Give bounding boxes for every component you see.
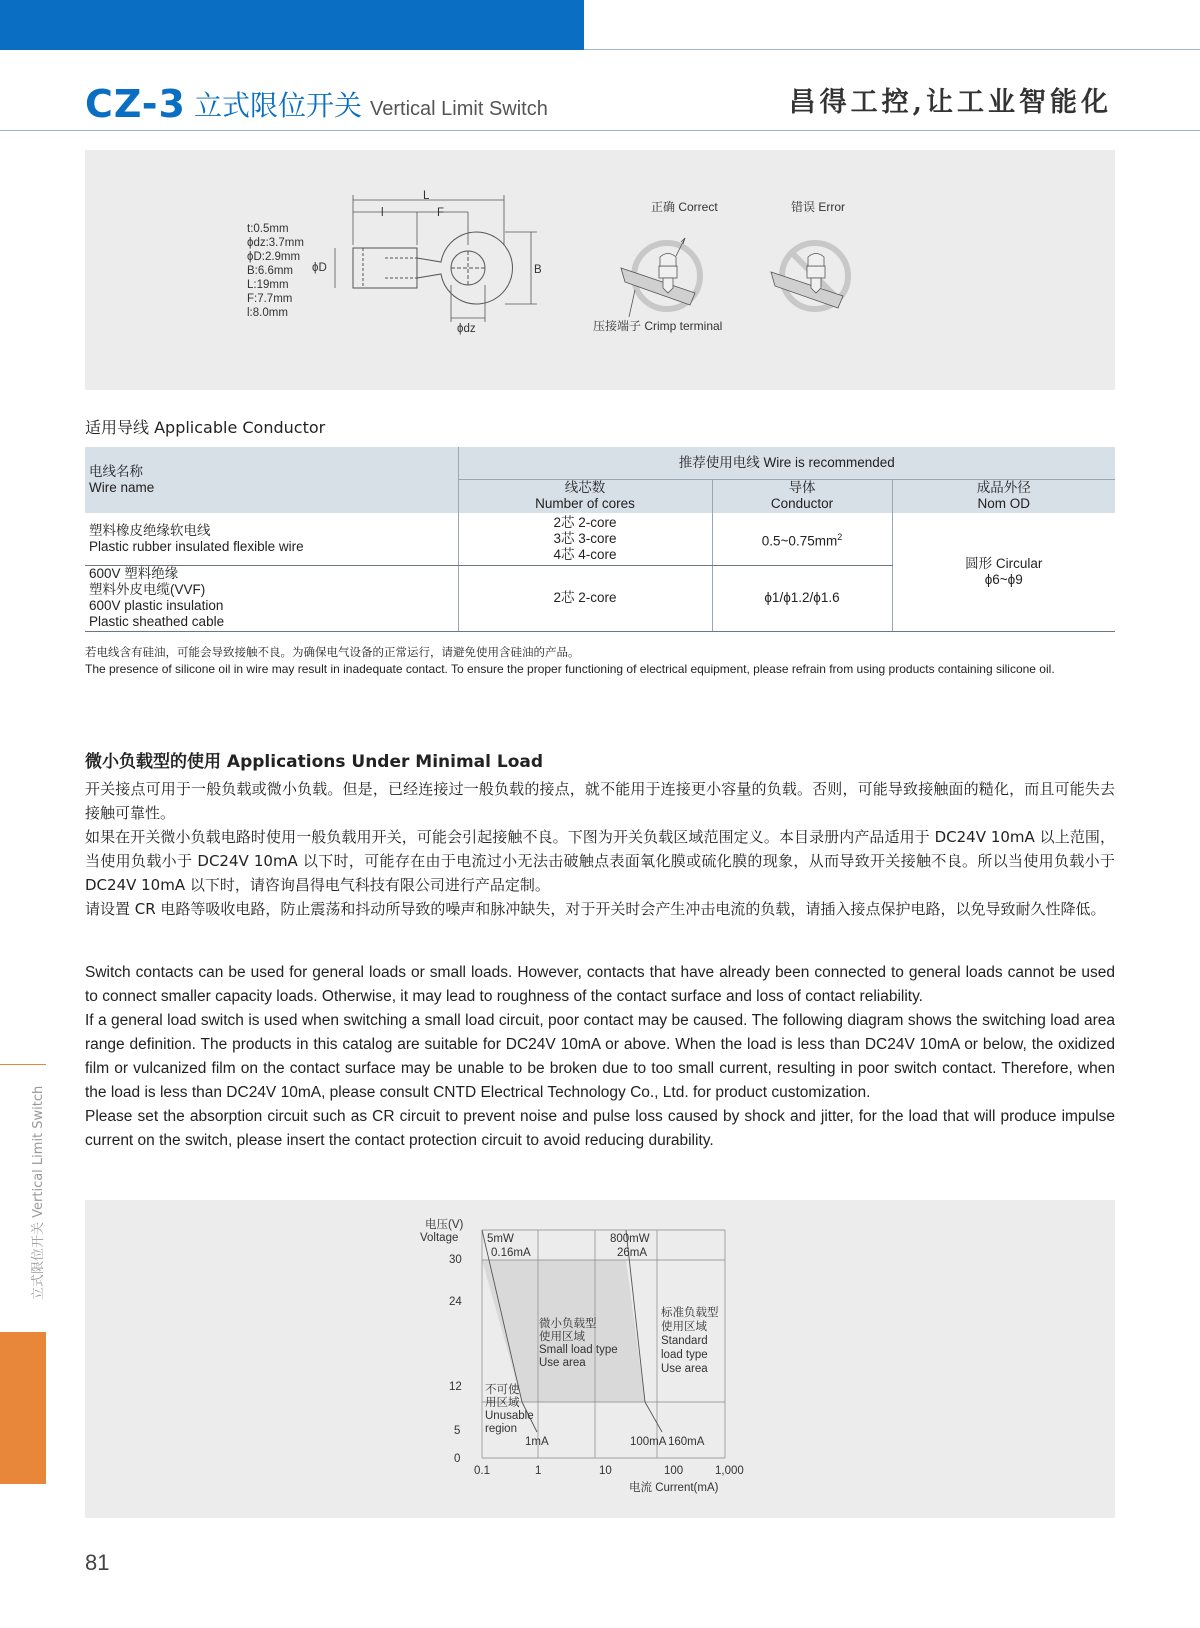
row1-core-option: 3芯 3-core: [553, 530, 617, 546]
small-area-label: Use area: [539, 1357, 586, 1369]
row1-conductor: [712, 513, 892, 565]
paragraph-en: If a general load switch is used when switching a small load circuit, poor contact may be caused. The following diagram shows the switching load area range definition. The products in this catalog are suitable for DC24V 10mA or above. When the load is less than DC24V 10mA or below, the oxidized film or vulcanized film on the contact surface may be unable to be broken due to too small current, resulting in poor switch contact. Therefore, when the load is less than DC24V 10mA, please consult CNTD Electrical Technology Co., Ltd. for product customization.: [85, 1012, 1115, 1101]
y-tick: 5: [454, 1425, 461, 1437]
paragraph-cn: 如果在开关微小负载电路时使用一般负载用开关，可能会引起接触不良。下图为开关负载区域范围定义。本目录册内产品适用于 DC24V 10mA 以上范围，当使用负载小于 DC24V 10mA 以下时，可能存在由于电流过小无法击破触点表面氧化膜或硫化膜的现象，从而导致开关接触不良。所以当使用负载小于 DC24V 10mA 以下时，请咨询昌得电气科技有限公司进行产品定制。: [85, 828, 1115, 894]
conductor-section-title: 适用导线 Applicable Conductor: [85, 418, 326, 437]
x-tick: 100: [664, 1465, 684, 1477]
side-tab-rule: [0, 1064, 46, 1065]
header-top-rule: [584, 49, 1200, 50]
load-area-chart: [85, 1200, 1115, 1518]
title-chinese: 立式限位开关: [194, 89, 363, 122]
small-area-label: 微小负载型: [539, 1318, 597, 1330]
load-chart-panel: [85, 1200, 1115, 1518]
page-title: [85, 76, 548, 126]
dim-label-F: F: [437, 207, 445, 219]
standard-area-label: load type: [661, 1349, 708, 1361]
conductor-header-cn: 导体: [788, 480, 816, 496]
wire-name-header: [85, 447, 458, 513]
small-area-label: 使用区域: [539, 1331, 585, 1343]
minimal-load-title: 微小负载型的使用 Applications Under Minimal Load: [85, 752, 544, 772]
ring-terminal-icon: [353, 232, 512, 304]
standard-area-label: Standard: [661, 1335, 708, 1347]
row2-wire-name-line: Plastic sheathed cable: [89, 614, 225, 629]
x-tick: 1,000: [715, 1465, 744, 1477]
boundary-5mw-label: 5mW: [487, 1233, 514, 1245]
conductor-header-en: Conductor: [770, 496, 834, 512]
y-axis-label-cn: 电压(V): [425, 1219, 464, 1231]
label-1ma: 1mA: [525, 1436, 549, 1448]
cores-header-cn: 线芯数: [564, 480, 606, 496]
x-tick: 10: [599, 1465, 612, 1477]
unusable-area-label: 不可使: [485, 1384, 520, 1396]
paragraph-en: Switch contacts can be used for general loads or small loads. However, contacts that have already been connected to general loads cannot be used to connect smaller capacity loads. Otherwise, it may lead to roughness of the contact surface and loss of contact reliability.: [85, 964, 1115, 1005]
spec-line: L:19mm: [247, 279, 289, 291]
od-header-cn: 成品外径: [976, 480, 1031, 496]
boundary-016ma-label: 0.16mA: [491, 1247, 531, 1259]
standard-area-label: Use area: [661, 1363, 708, 1375]
row1-wire-name: [85, 513, 458, 565]
header-rule: [0, 130, 1200, 131]
standard-area-label: 使用区域: [661, 1321, 707, 1333]
row1-core-option: 4芯 4-core: [553, 546, 617, 562]
spec-line: ϕdz:3.7mm: [247, 237, 304, 249]
dim-label-l: l: [381, 207, 384, 219]
silicone-note-en: The presence of silicone oil in wire may result in inadequate contact. To ensure the proper functioning of electrical equipment, please refrain from using products containing silicone oil.: [85, 662, 1055, 676]
wire-name-header-en: Wire name: [89, 480, 155, 495]
label-160ma: 160mA: [668, 1436, 705, 1448]
x-tick: 1: [535, 1465, 542, 1477]
dim-label-L: L: [423, 190, 430, 202]
y-tick: 30: [449, 1254, 462, 1266]
model-number: CZ-3: [85, 82, 186, 126]
row1-conductor-sup: 2: [837, 531, 843, 542]
row2-cores: 2芯 2-core: [458, 565, 712, 631]
silicone-note-cn: 若电线含有硅油，可能会导致接触不良。为确保电气设备的正常运行，请避免使用含硅油的产品。: [85, 645, 580, 659]
correct-label: 正确 Correct: [651, 200, 718, 214]
minimal-load-text-cn: [85, 777, 1115, 921]
cores-header-en: Number of cores: [535, 496, 635, 512]
cores-header: [458, 479, 712, 513]
x-axis-label: 电流 Current(mA): [629, 1482, 719, 1494]
y-tick: 0: [454, 1453, 461, 1465]
row2-wire-name: [85, 565, 458, 631]
brand-slogan: 昌得工控,让工业智能化: [788, 87, 1112, 118]
od-value-shape: 圆形 Circular: [965, 555, 1043, 571]
paragraph-cn: 开关接点可用于一般负载或微小负载。但是，已经连接过一般负载的接点，就不能用于连接更小容量的负载。否则，可能导致接触面的糙化，而且可能失去接触可靠性。: [85, 780, 1115, 822]
side-tab-label: 立式限位开关 Vertical Limit Switch: [31, 1085, 46, 1300]
od-value-range: ϕ6~ϕ9: [984, 571, 1023, 587]
row1-core-option: 2芯 2-core: [553, 514, 617, 530]
y-axis-label-en: Voltage: [420, 1232, 459, 1244]
label-100ma: 100mA: [630, 1436, 667, 1448]
boundary-26ma-label: 26mA: [617, 1247, 648, 1259]
terminal-drawing-panel: [85, 150, 1115, 390]
row2-wire-name-line: 600V 塑料绝缘: [89, 566, 179, 581]
conductor-table: [85, 447, 1115, 632]
side-tab-marker: [0, 1332, 46, 1484]
row2-wire-name-line: 600V plastic insulation: [89, 598, 224, 613]
spec-line: l:8.0mm: [247, 307, 288, 319]
row2-wire-name-line: 塑料外皮电缆(VVF): [89, 582, 206, 597]
terminal-drawing: [85, 150, 1115, 390]
od-header: [892, 479, 1115, 513]
crimp-terminal-label: 压接端子 Crimp terminal: [593, 319, 723, 333]
od-cell: [892, 513, 1115, 631]
recommended-header: 推荐使用电线 Wire is recommended: [458, 447, 1115, 479]
small-area-label: Small load type: [539, 1344, 618, 1356]
spec-line: ϕD:2.9mm: [247, 251, 301, 263]
y-tick: 24: [449, 1296, 462, 1308]
row1-cores: [458, 513, 712, 565]
conductor-header: [712, 479, 892, 513]
boundary-800mw-label: 800mW: [610, 1233, 650, 1245]
dim-label-dz: ϕdz: [457, 323, 476, 335]
unusable-area-label: Unusable: [485, 1410, 534, 1422]
y-tick: 12: [449, 1381, 462, 1393]
spec-line: F:7.7mm: [247, 293, 293, 305]
spec-line: t:0.5mm: [247, 223, 289, 235]
minimal-load-text-en: [85, 961, 1115, 1153]
row1-wire-name-en: Plastic rubber insulated flexible wire: [89, 538, 304, 554]
unusable-area-label: region: [485, 1423, 517, 1435]
error-label: 错误 Error: [791, 200, 846, 214]
dim-label-B: B: [534, 264, 542, 276]
page-number: 81: [85, 1550, 110, 1575]
dim-label-D: ϕD: [312, 262, 327, 274]
paragraph-cn: 请设置 CR 电路等吸收电路，防止震荡和抖动所导致的噪声和脉冲缺失，对于开关时会产生冲击电流的负载，请插入接点保护电路，以免导致耐久性降低。: [85, 900, 1106, 918]
error-icon: [771, 243, 848, 309]
od-header-en: Nom OD: [977, 496, 1031, 512]
header-accent-bar: [0, 0, 584, 50]
wire-name-header-cn: 电线名称: [89, 464, 143, 479]
row1-conductor-value: 0.5~0.75mm: [761, 533, 838, 548]
row1-wire-name-cn: 塑料橡皮绝缘软电线: [89, 522, 211, 538]
standard-area-label: 标准负载型: [661, 1307, 719, 1319]
unusable-area-label: 用区域: [485, 1397, 520, 1409]
paragraph-en: Please set the absorption circuit such as CR circuit to prevent noise and pulse loss caused by shock and jitter, for the load that will produce impulse current on the switch, please insert the contact protection circuit to avoid reducing durability.: [85, 1108, 1115, 1149]
x-tick: 0.1: [474, 1465, 490, 1477]
spec-line: B:6.6mm: [247, 265, 294, 277]
table-row: [85, 513, 1115, 565]
row2-conductor: ϕ1/ϕ1.2/ϕ1.6: [712, 565, 892, 631]
title-english: Vertical Limit Switch: [370, 98, 548, 120]
